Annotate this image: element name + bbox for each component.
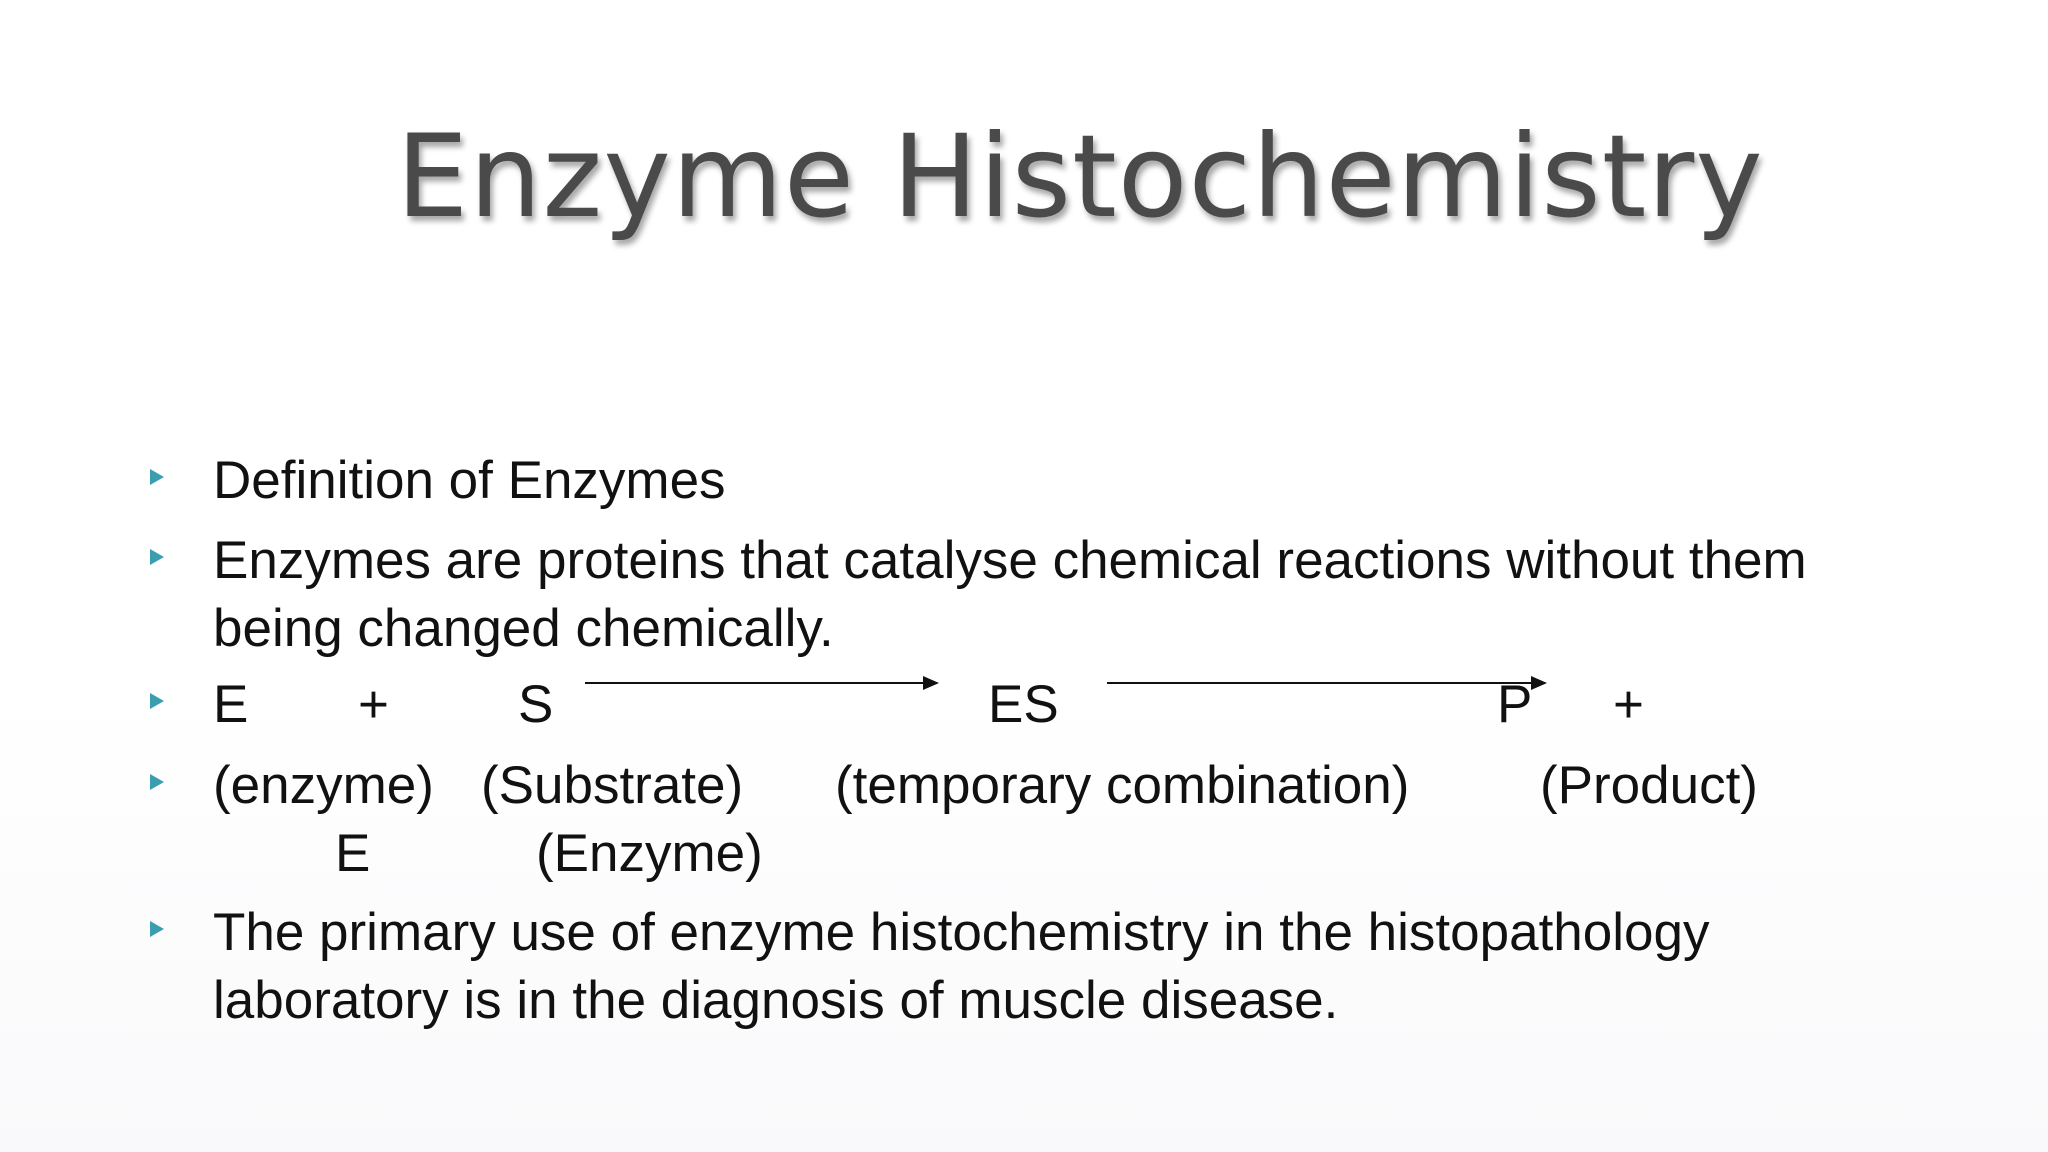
reaction-arrow-1	[585, 682, 937, 684]
label-enzyme-2: (Enzyme)	[536, 824, 763, 883]
label-enzyme: (enzyme)	[213, 756, 434, 815]
label-product: (Product)	[1540, 756, 1758, 815]
reaction-complex: ES	[988, 675, 1059, 734]
bullet-arrow-icon	[150, 469, 164, 485]
slide-title: Enzyme Histochemistry	[396, 110, 1764, 243]
bullet-text-line1: The primary use of enzyme histochemistry in the histopathology	[213, 903, 1710, 962]
label-temporary-combination: (temporary combination)	[835, 756, 1410, 815]
bullet-text: Definition of Enzymes	[213, 451, 726, 510]
bullet-text-line1: Enzymes are proteins that catalyse chemical reactions without them	[213, 531, 1807, 590]
reaction-product: P	[1497, 675, 1533, 734]
reaction-enzyme: E	[213, 675, 249, 734]
reaction-plus-2: +	[1613, 675, 1644, 734]
reaction-plus: +	[358, 675, 389, 734]
bullet-arrow-icon	[150, 921, 164, 937]
reaction-substrate: S	[518, 675, 554, 734]
label-enzyme-regenerated: E	[335, 824, 371, 883]
label-substrate: (Substrate)	[481, 756, 744, 815]
bullet-text-line2: laboratory is in the diagnosis of muscle disease.	[213, 971, 1339, 1030]
bullet-arrow-icon	[150, 774, 164, 790]
bullet-arrow-icon	[150, 693, 164, 709]
reaction-arrow-2	[1107, 682, 1545, 684]
bullet-text-line2: being changed chemically.	[213, 599, 834, 658]
bullet-arrow-icon	[150, 549, 164, 565]
